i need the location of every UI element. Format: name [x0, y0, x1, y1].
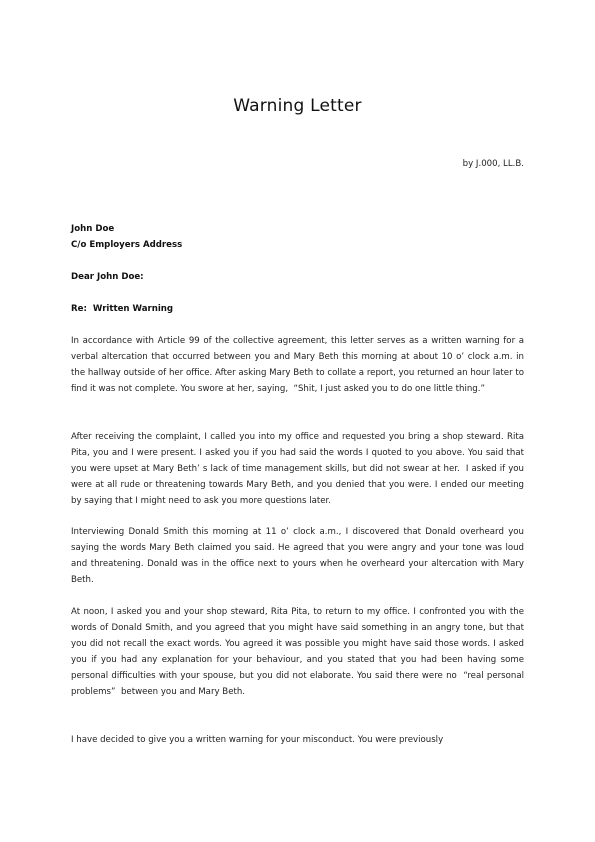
body-paragraph-2: After receiving the complaint, I called you into my office and requested you bring a shop steward. Rita Pita, you and I were present. I asked you if you had said the words I quoted to you above. You said that you were upset at Mary Beth’ s lack of time management skills, but did not swear at her. I asked if you were at all rude or threatening towards Mary Beth, and you denied that you were. I ended our meeting by saying that I might need to ask you more questions later.	[71, 432, 527, 506]
body-paragraph-5: I have decided to give you a written warning for your misconduct. You were previously	[71, 735, 444, 745]
subject-line: Re: Written Warning	[71, 304, 174, 314]
recipient-name: John Doe	[71, 224, 115, 234]
author-line: by J.000, LL.B.	[462, 159, 524, 169]
body-paragraph-4: At noon, I asked you and your shop steward, Rita Pita, to return to my office. I confronted you with the words of Donald Smith, and you agreed that you might have said something in an angry tone, but that you did not recall the exact words. You agreed it was possible you might have said those words. I asked you if you had any explanation for your behaviour, and you stated that you had been having some personal difficulties with your spouse, but you did not elaborate. You said there were no “real personal problems” between you and Mary Beth.	[71, 607, 527, 697]
body-paragraph-1: In accordance with Article 99 of the collective agreement, this letter serves as a written warning for a verbal altercation that occurred between you and Mary Beth this morning at about 10 o’ clock a.m. in the hallway outside of her office. After asking Mary Beth to collate a report, you returned an hour later to find it was not complete. You swore at her, saying, “Shit, I just asked you to do one little thing.”	[71, 336, 527, 394]
salutation: Dear John Doe:	[71, 272, 144, 282]
document-title: Warning Letter	[233, 96, 362, 116]
recipient-address: C/o Employers Address	[71, 240, 183, 250]
body-paragraph-3: Interviewing Donald Smith this morning at 11 o’ clock a.m., I discovered that Donald overheard you saying the words Mary Beth claimed you said. He agreed that you were angry and your tone was loud and threatening. Donald was in the office next to yours when he overheard your altercation with Mary Beth.	[71, 527, 524, 585]
